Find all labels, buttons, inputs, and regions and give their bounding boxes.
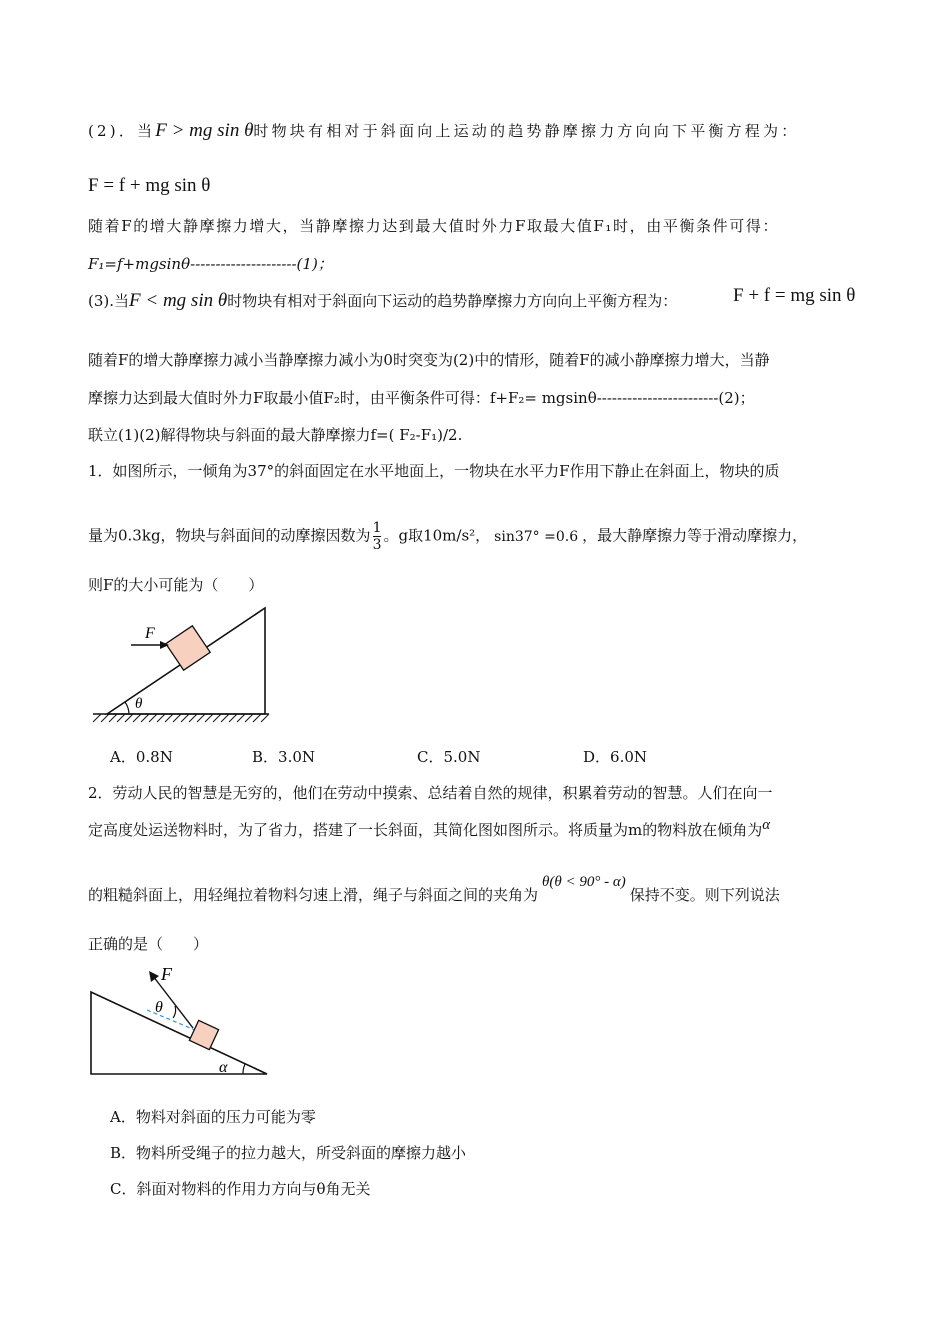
part3-equation: F + f = mg sin θ xyxy=(733,285,856,306)
q2-line3 xyxy=(88,874,780,906)
q2-block xyxy=(189,1020,218,1049)
q2-line1: 2．劳动人民的智慧是无穷的，他们在劳动中摸索、总结着自然的规律，积累着劳动的智慧。人们在向一 xyxy=(88,784,773,802)
q1-frac-num: 1 xyxy=(372,520,382,536)
q1-option-b[interactable]: B．3.0N xyxy=(252,748,316,766)
part3-rest: 时物块有相对于斜面向下运动的趋势静摩擦力方向向上平衡方程为： xyxy=(227,292,678,310)
q1-option-d[interactable]: D．6.0N xyxy=(583,748,648,766)
q1-option-c[interactable]: C．5.0N xyxy=(417,748,481,766)
q2-incline xyxy=(91,992,267,1074)
q2-option-b[interactable]: B．物料所受绳子的拉力越大，所受斜面的摩擦力越小 xyxy=(110,1144,467,1162)
part2-rest: 时物块有相对于斜面向上运动的趋势静摩擦力方向向下平衡方程为： xyxy=(253,122,800,140)
part2-equation: F = f + mg sin θ xyxy=(88,175,211,196)
q1-line2 xyxy=(88,520,807,553)
part2-result: F₁=f+mgsinθ---------------------(1)； xyxy=(88,255,333,273)
q2-force-label: F xyxy=(161,964,172,984)
q1-ground-hatch xyxy=(93,714,269,722)
q2-alpha-arc xyxy=(243,1064,245,1074)
q1-line2-c: ，最大静摩擦力等于滑动摩擦力， xyxy=(582,526,808,545)
q2-alpha-label: α xyxy=(219,1059,228,1076)
q2-line3-b: 保持不变。则下列说法 xyxy=(629,886,780,904)
part3-prefix: (3).当 xyxy=(88,292,130,310)
part2-condition: F > mg sin θ xyxy=(155,120,254,141)
q2-theta-label: θ xyxy=(155,999,163,1016)
q2-theta-arc xyxy=(173,1006,176,1018)
q2-incline-figure xyxy=(85,962,275,1082)
q2-line2-a: 定高度处运送物料时，为了省力，搭建了一长斜面，其简化图如图所示。将质量为m的物料放在倾角为 xyxy=(88,821,763,839)
q1-block xyxy=(166,626,210,670)
part3-condition: F < mg sin θ xyxy=(129,290,228,311)
part3-explain-2: 摩擦力达到最大值时外力F取最小值F₂时，由平衡条件可得：f+F₂= mgsinθ------------------------(2)； xyxy=(88,389,755,407)
part2-explain: 随着F的增大静摩擦力增大，当静摩擦力达到最大值时外力F取最大值F₁时，由平衡条件可得： xyxy=(88,217,780,235)
q2-theta-condition: θ(θ < 90° - α) xyxy=(542,874,626,890)
q1-angle-arc xyxy=(125,702,129,714)
q2-force-arrowhead xyxy=(149,971,159,982)
q1-option-a[interactable]: A．0.8N xyxy=(110,748,173,766)
q1-fraction xyxy=(373,520,382,553)
part2-line xyxy=(88,121,799,141)
q1-force-label: F xyxy=(145,625,155,642)
q1-sin37: sin37° =0.6 xyxy=(494,528,579,545)
q1-angle-label: θ xyxy=(135,696,143,712)
q1-line2-a: 量为0.3kg，物块与斜面间的动摩擦因数为 xyxy=(88,526,371,545)
part2-prefix: (2)．当 xyxy=(88,122,156,140)
part3-line xyxy=(88,291,677,311)
q2-alpha: α xyxy=(762,817,771,833)
part3-conclusion: 联立(1)(2)解得物块与斜面的最大静摩擦力f=( F₂-F₁)/2. xyxy=(88,426,463,444)
part3-explain-1: 随着F的增大静摩擦力减小当静摩擦力减小为0时突变为(2)中的情形，随着F的减小静摩擦力增大，当静 xyxy=(88,351,770,369)
q2-option-c[interactable]: C．斜面对物料的作用力方向与θ角无关 xyxy=(110,1180,371,1198)
q1-incline-figure xyxy=(85,600,280,728)
q1-line1: 1．如图所示，一倾角为37°的斜面固定在水平地面上，一物块在水平力F作用下静止在斜面上，物块的质 xyxy=(88,462,780,480)
q2-option-a[interactable]: A．物料对斜面的压力可能为零 xyxy=(110,1108,316,1126)
q1-line2-b: 。g取10m/s²， xyxy=(383,526,491,545)
q1-line3: 则F的大小可能为（ ） xyxy=(88,576,264,594)
q1-frac-den: 3 xyxy=(372,537,382,553)
q2-line4: 正确的是（ ） xyxy=(88,935,209,953)
q2-line2 xyxy=(88,817,771,841)
q2-line3-a: 的粗糙斜面上，用轻绳拉着物料匀速上滑，绳子与斜面之间的夹角为 xyxy=(88,886,539,904)
